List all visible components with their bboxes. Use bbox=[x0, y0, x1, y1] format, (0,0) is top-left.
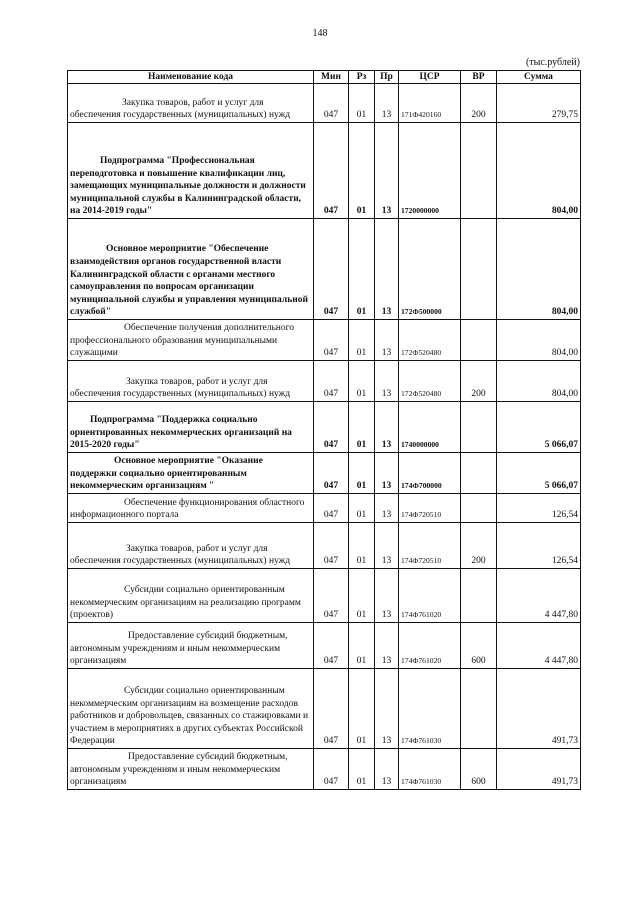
row-rz: 01 bbox=[349, 623, 375, 669]
row-pr: 13 bbox=[375, 402, 399, 453]
row-csr: 172Ф520480 bbox=[399, 320, 461, 361]
row-name: Подпрограмма "Поддержка социально ориентированных некоммерческих организаций на 2015-2020 годы" bbox=[68, 402, 314, 453]
row-pr: 13 bbox=[375, 123, 399, 219]
row-pr: 13 bbox=[375, 669, 399, 749]
table-row bbox=[68, 84, 581, 123]
table-body bbox=[68, 84, 581, 790]
row-pr: 13 bbox=[375, 523, 399, 569]
row-pr: 13 bbox=[375, 623, 399, 669]
table-row bbox=[68, 402, 581, 453]
row-rz: 01 bbox=[349, 494, 375, 523]
row-pr: 13 bbox=[375, 453, 399, 494]
row-vr: 200 bbox=[461, 361, 497, 402]
row-name: Предоставление субсидий бюджетным, автономным учреждениям и иным некоммерческим организациям bbox=[68, 749, 314, 790]
row-name: Закупка товаров, работ и услуг для обеспечения государственных (муниципальных) нужд bbox=[68, 84, 314, 123]
row-min: 047 bbox=[314, 569, 349, 623]
row-sum: 4 447,80 bbox=[497, 623, 581, 669]
row-sum: 5 066,07 bbox=[497, 402, 581, 453]
row-name: Предоставление субсидий бюджетным, автономным учреждениям и иным некоммерческим организациям bbox=[68, 623, 314, 669]
row-csr: 172Ф500000 bbox=[399, 219, 461, 320]
row-rz: 01 bbox=[349, 219, 375, 320]
row-csr: 174Ф761020 bbox=[399, 569, 461, 623]
row-name: Основное мероприятие "Обеспечение взаимодействия органов государственной власти Калининградской области с органами местного самоуправления по вопросам организации муниципальной службы и управления муниципальной службой" bbox=[68, 219, 314, 320]
row-csr: 1740000000 bbox=[399, 402, 461, 453]
row-csr: 1720000000 bbox=[399, 123, 461, 219]
row-min: 047 bbox=[314, 84, 349, 123]
row-min: 047 bbox=[314, 494, 349, 523]
table-row bbox=[68, 569, 581, 623]
units-label: (тыс.рублей) bbox=[525, 57, 580, 68]
row-rz: 01 bbox=[349, 402, 375, 453]
row-vr: 200 bbox=[461, 523, 497, 569]
row-rz: 01 bbox=[349, 361, 375, 402]
row-name: Подпрограмма "Профессиональная переподготовка и повышение квалификации лиц, замещающих муниципальные должности и должности муниципальной службы в Калининградской области, на 2014-2019 годы" bbox=[68, 123, 314, 219]
row-pr: 13 bbox=[375, 84, 399, 123]
header-rz: Рз bbox=[349, 71, 375, 84]
row-vr: 600 bbox=[461, 749, 497, 790]
row-min: 047 bbox=[314, 402, 349, 453]
row-name: Обеспечение получения дополнительного профессионального образования муниципальными служащими bbox=[68, 320, 314, 361]
row-rz: 01 bbox=[349, 523, 375, 569]
row-rz: 01 bbox=[349, 123, 375, 219]
row-sum: 126,54 bbox=[497, 494, 581, 523]
row-csr: 174Ф720510 bbox=[399, 523, 461, 569]
row-vr bbox=[461, 123, 497, 219]
row-csr: 174Ф761030 bbox=[399, 669, 461, 749]
table-row bbox=[68, 494, 581, 523]
table-row bbox=[68, 219, 581, 320]
row-csr: 171Ф420160 bbox=[399, 84, 461, 123]
table-header bbox=[68, 71, 581, 84]
row-csr: 174Ф720510 bbox=[399, 494, 461, 523]
row-vr bbox=[461, 320, 497, 361]
row-pr: 13 bbox=[375, 320, 399, 361]
header-sum: Сумма bbox=[497, 71, 581, 84]
table-row bbox=[68, 453, 581, 494]
row-sum: 4 447,80 bbox=[497, 569, 581, 623]
row-min: 047 bbox=[314, 453, 349, 494]
row-sum: 804,00 bbox=[497, 361, 581, 402]
row-pr: 13 bbox=[375, 569, 399, 623]
table-row bbox=[68, 361, 581, 402]
row-sum: 491,73 bbox=[497, 749, 581, 790]
table-row bbox=[68, 669, 581, 749]
row-rz: 01 bbox=[349, 749, 375, 790]
header-min: Мин bbox=[314, 71, 349, 84]
table-row bbox=[68, 320, 581, 361]
row-min: 047 bbox=[314, 623, 349, 669]
row-vr bbox=[461, 494, 497, 523]
row-sum: 491,73 bbox=[497, 669, 581, 749]
row-vr bbox=[461, 453, 497, 494]
row-vr: 200 bbox=[461, 84, 497, 123]
row-pr: 13 bbox=[375, 361, 399, 402]
row-name: Закупка товаров, работ и услуг для обеспечения государственных (муниципальных) нужд bbox=[68, 523, 314, 569]
row-vr: 600 bbox=[461, 623, 497, 669]
row-pr: 13 bbox=[375, 494, 399, 523]
row-csr: 174Ф700000 bbox=[399, 453, 461, 494]
table-row bbox=[68, 623, 581, 669]
header-vr: ВР bbox=[461, 71, 497, 84]
row-vr bbox=[461, 219, 497, 320]
row-min: 047 bbox=[314, 669, 349, 749]
row-min: 047 bbox=[314, 361, 349, 402]
row-name: Основное мероприятие "Оказание поддержки социально ориентированным некоммерческим организациям " bbox=[68, 453, 314, 494]
row-csr: 174Ф761020 bbox=[399, 623, 461, 669]
header-csr: ЦСР bbox=[399, 71, 461, 84]
row-min: 047 bbox=[314, 320, 349, 361]
row-pr: 13 bbox=[375, 219, 399, 320]
row-min: 047 bbox=[314, 123, 349, 219]
row-sum: 279,75 bbox=[497, 84, 581, 123]
row-pr: 13 bbox=[375, 749, 399, 790]
row-min: 047 bbox=[314, 749, 349, 790]
row-name: Закупка товаров, работ и услуг для обеспечения государственных (муниципальных) нужд bbox=[68, 361, 314, 402]
row-sum: 804,00 bbox=[497, 219, 581, 320]
row-sum: 5 066,07 bbox=[497, 453, 581, 494]
row-min: 047 bbox=[314, 219, 349, 320]
table-row bbox=[68, 123, 581, 219]
row-vr bbox=[461, 402, 497, 453]
row-min: 047 bbox=[314, 523, 349, 569]
table-row bbox=[68, 523, 581, 569]
row-rz: 01 bbox=[349, 320, 375, 361]
row-csr: 172Ф520480 bbox=[399, 361, 461, 402]
row-rz: 01 bbox=[349, 569, 375, 623]
header-name: Наименование кода bbox=[68, 71, 314, 84]
page-number: 148 bbox=[312, 28, 328, 39]
row-rz: 01 bbox=[349, 453, 375, 494]
budget-table bbox=[67, 70, 581, 790]
row-vr bbox=[461, 669, 497, 749]
row-rz: 01 bbox=[349, 84, 375, 123]
row-rz: 01 bbox=[349, 669, 375, 749]
row-csr: 174Ф761030 bbox=[399, 749, 461, 790]
row-sum: 126,54 bbox=[497, 523, 581, 569]
row-sum: 804,00 bbox=[497, 123, 581, 219]
row-name: Субсидии социально ориентированным некоммерческим организациям на реализацию программ (проектов) bbox=[68, 569, 314, 623]
row-name: Субсидии социально ориентированным некоммерческим организациям на возмещение расходов работников и добровольцев, связанных со стажировками и участием в мероприятиях в других субъектах Российской Федерации bbox=[68, 669, 314, 749]
header-pr: Пр bbox=[375, 71, 399, 84]
row-vr bbox=[461, 569, 497, 623]
row-sum: 804,00 bbox=[497, 320, 581, 361]
table-row bbox=[68, 749, 581, 790]
row-name: Обеспечение функционирования областного информационного портала bbox=[68, 494, 314, 523]
